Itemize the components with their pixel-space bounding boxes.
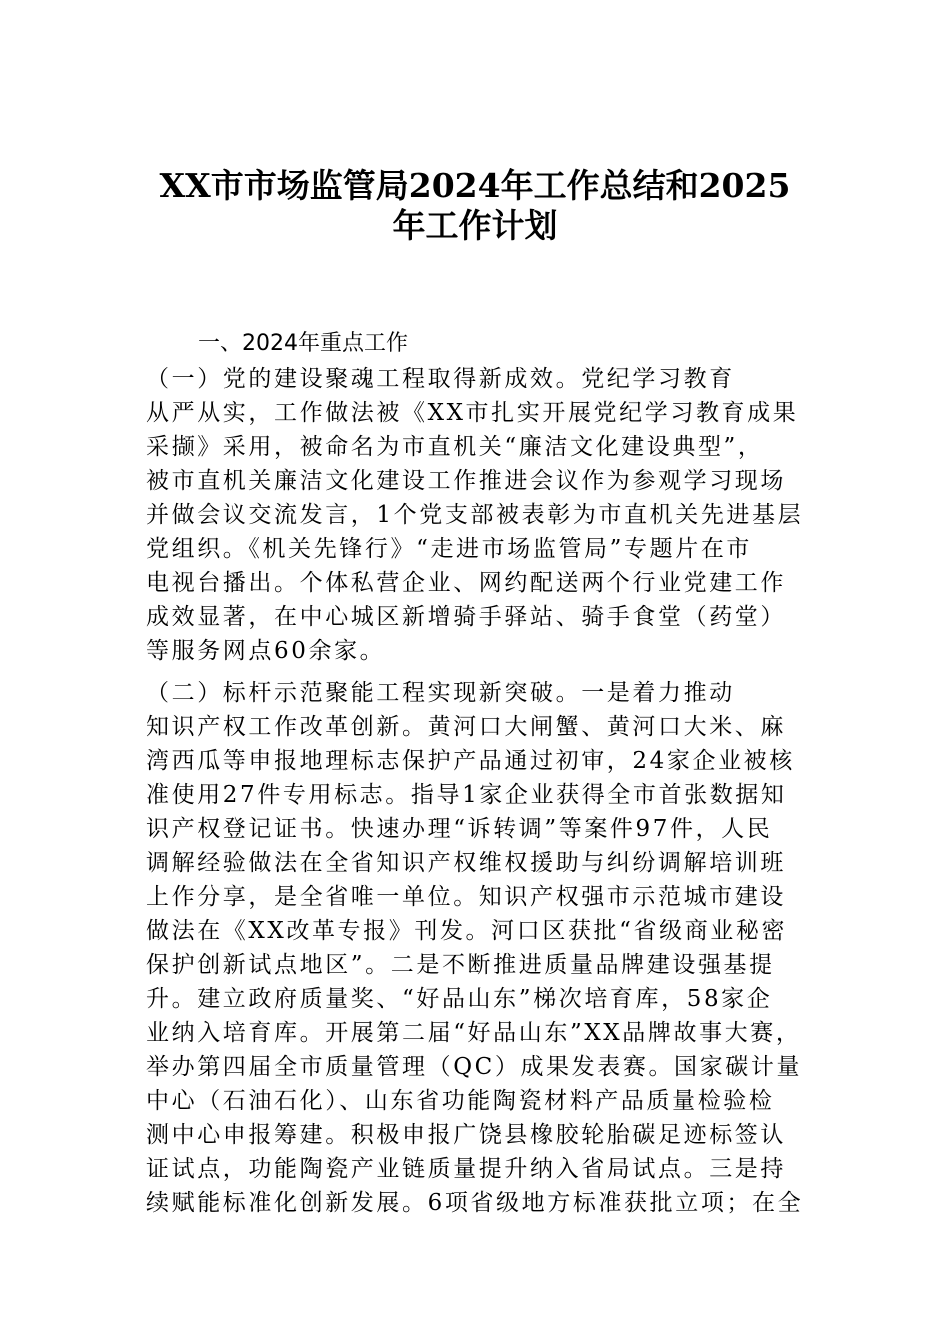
paragraph-line: 中心（石油石化）、山东省功能陶瓷材料产品质量检验检 xyxy=(146,1088,775,1114)
section-heading: 一、2024年重点工作 xyxy=(198,331,408,356)
paragraph-line: 准使用27件专用标志。指导1家企业获得全市首张数据知 xyxy=(146,782,787,808)
paragraph-line: 续赋能标准化创新发展。6项省级地方标准获批立项；在全 xyxy=(146,1190,804,1216)
paragraph-line: 湾西瓜等申报地理标志保护产品通过初审，24家企业被核 xyxy=(146,748,795,774)
paragraph-line: 等服务网点60余家。 xyxy=(146,638,386,664)
document-title-line-2: 年工作计划 xyxy=(392,206,558,245)
paragraph-line: 做法在《XX改革专报》刊发。河口区获批“省级商业秘密 xyxy=(146,918,788,944)
paragraph-line: 成效显著，在中心城区新增骑手驿站、骑手食堂（药堂） xyxy=(146,604,786,630)
paragraph-line: 测中心申报筹建。积极申报广饶县橡胶轮胎碳足迹标签认 xyxy=(146,1122,786,1148)
paragraph-party-building xyxy=(146,362,836,668)
paragraph-line: 采撷》采用，被命名为市直机关“廉洁文化建设典型”， xyxy=(146,434,764,460)
paragraph-line: 升。建立政府质量奖、“好品山东”梯次培育库，58家企 xyxy=(146,986,773,1012)
paragraph-benchmark-demonstration xyxy=(146,676,836,1220)
paragraph-line: （一）党的建设聚魂工程取得新成效。党纪学习教育 xyxy=(146,366,735,392)
paragraph-line: 调解经验做法在全省知识产权维权援助与纠纷调解培训班 xyxy=(146,850,786,876)
paragraph-line: （二）标杆示范聚能工程实现新突破。一是着力推动 xyxy=(146,680,735,706)
paragraph-line: 党组织。《机关先锋行》“走进市场监管局”专题片在市 xyxy=(146,536,753,562)
paragraph-line: 知识产权工作改革创新。黄河口大闸蟹、黄河口大米、麻 xyxy=(146,714,786,740)
paragraph-line: 保护创新试点地区”。二是不断推进质量品牌建设强基提 xyxy=(146,952,775,978)
paragraph-line: 上作分享，是全省唯一单位。知识产权强市示范城市建设 xyxy=(146,884,786,910)
paragraph-line: 从严从实，工作做法被《XX市扎实开展党纪学习教育成果 xyxy=(146,400,799,426)
paragraph-line: 举办第四届全市质量管理（QC）成果发表赛。国家碳计量 xyxy=(146,1054,803,1080)
document-title-line-1: XX市市场监管局2024年工作总结和2025 xyxy=(159,166,791,205)
paragraph-line: 被市直机关廉洁文化建设工作推进会议作为参观学习现场 xyxy=(146,468,786,494)
paragraph-line: 证试点，功能陶瓷产业链质量提升纳入省局试点。三是持 xyxy=(146,1156,786,1182)
paragraph-line: 并做会议交流发言，1个党支部被表彰为市直机关先进基层 xyxy=(146,502,804,528)
paragraph-line: 业纳入培育库。开展第二届“好品山东”XX品牌故事大赛， xyxy=(146,1020,802,1046)
paragraph-line: 识产权登记证书。快速办理“诉转调”等案件97件，人民 xyxy=(146,816,773,842)
paragraph-line: 电视台播出。个体私营企业、网约配送两个行业党建工作 xyxy=(146,570,786,596)
